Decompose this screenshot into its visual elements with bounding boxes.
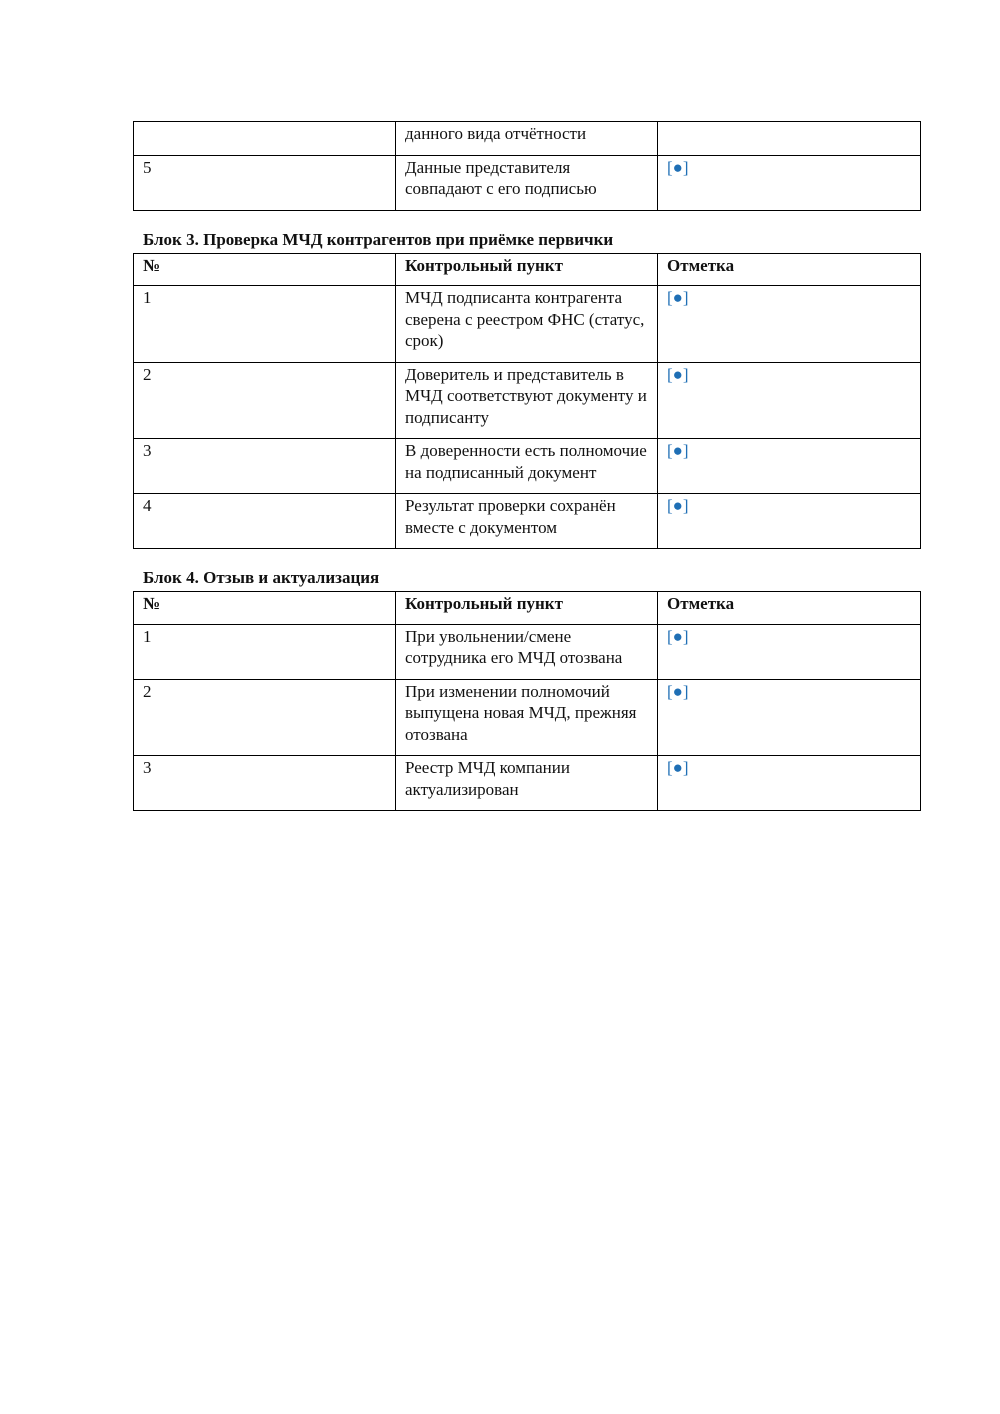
row-item: Результат проверки сохранён вместе с документом bbox=[396, 494, 658, 549]
header-item: Контрольный пункт bbox=[396, 592, 658, 625]
header-num: № bbox=[134, 253, 396, 286]
table-row bbox=[134, 494, 921, 549]
table-row bbox=[134, 679, 921, 756]
block3-table bbox=[133, 253, 921, 550]
block3-title: Блок 3. Проверка МЧД контрагентов при приёмке первички bbox=[143, 229, 614, 249]
continuation-table bbox=[133, 121, 921, 211]
row-item: При изменении полномочий выпущена новая МЧД, прежняя отозвана bbox=[396, 679, 658, 756]
table-row bbox=[134, 286, 921, 363]
row-number: 3 bbox=[134, 439, 396, 494]
row-number: 1 bbox=[134, 624, 396, 679]
header-mark: Отметка bbox=[658, 253, 921, 286]
row-item: МЧД подписанта контрагента сверена с реестром ФНС (статус, срок) bbox=[396, 286, 658, 363]
row-mark: [●] bbox=[658, 679, 921, 756]
row-item: Доверитель и представитель в МЧД соответствуют документу и подписанту bbox=[396, 362, 658, 439]
row-mark: [●] bbox=[658, 286, 921, 363]
row-mark: [●] bbox=[658, 439, 921, 494]
row-mark: [●] bbox=[658, 624, 921, 679]
row-item: данного вида отчётности bbox=[396, 122, 658, 156]
table-row bbox=[134, 122, 921, 156]
table-header-row bbox=[134, 253, 921, 286]
header-num: № bbox=[134, 592, 396, 625]
row-number: 4 bbox=[134, 494, 396, 549]
row-number: 2 bbox=[134, 362, 396, 439]
row-mark: [●] bbox=[658, 756, 921, 811]
table-row bbox=[134, 439, 921, 494]
row-number bbox=[134, 122, 396, 156]
block4-table bbox=[133, 591, 921, 811]
row-mark: [●] bbox=[658, 494, 921, 549]
row-item: При увольнении/смене сотрудника его МЧД отозвана bbox=[396, 624, 658, 679]
row-mark: [●] bbox=[658, 362, 921, 439]
document-page bbox=[133, 121, 920, 811]
row-item: Реестр МЧД компании актуализирован bbox=[396, 756, 658, 811]
header-item: Контрольный пункт bbox=[396, 253, 658, 286]
row-number: 1 bbox=[134, 286, 396, 363]
row-number: 2 bbox=[134, 679, 396, 756]
table-header-row bbox=[134, 592, 921, 625]
table-row bbox=[134, 624, 921, 679]
block4-title: Блок 4. Отзыв и актуализация bbox=[143, 568, 380, 587]
row-item: Данные представителя совпадают с его подписью bbox=[396, 155, 658, 210]
row-mark bbox=[658, 122, 921, 156]
header-mark: Отметка bbox=[658, 592, 921, 625]
row-item: В доверенности есть полномочие на подписанный документ bbox=[396, 439, 658, 494]
table-row bbox=[134, 362, 921, 439]
row-mark: [●] bbox=[658, 155, 921, 210]
row-number: 3 bbox=[134, 756, 396, 811]
table-row bbox=[134, 155, 921, 210]
row-number: 5 bbox=[134, 155, 396, 210]
table-row bbox=[134, 756, 921, 811]
